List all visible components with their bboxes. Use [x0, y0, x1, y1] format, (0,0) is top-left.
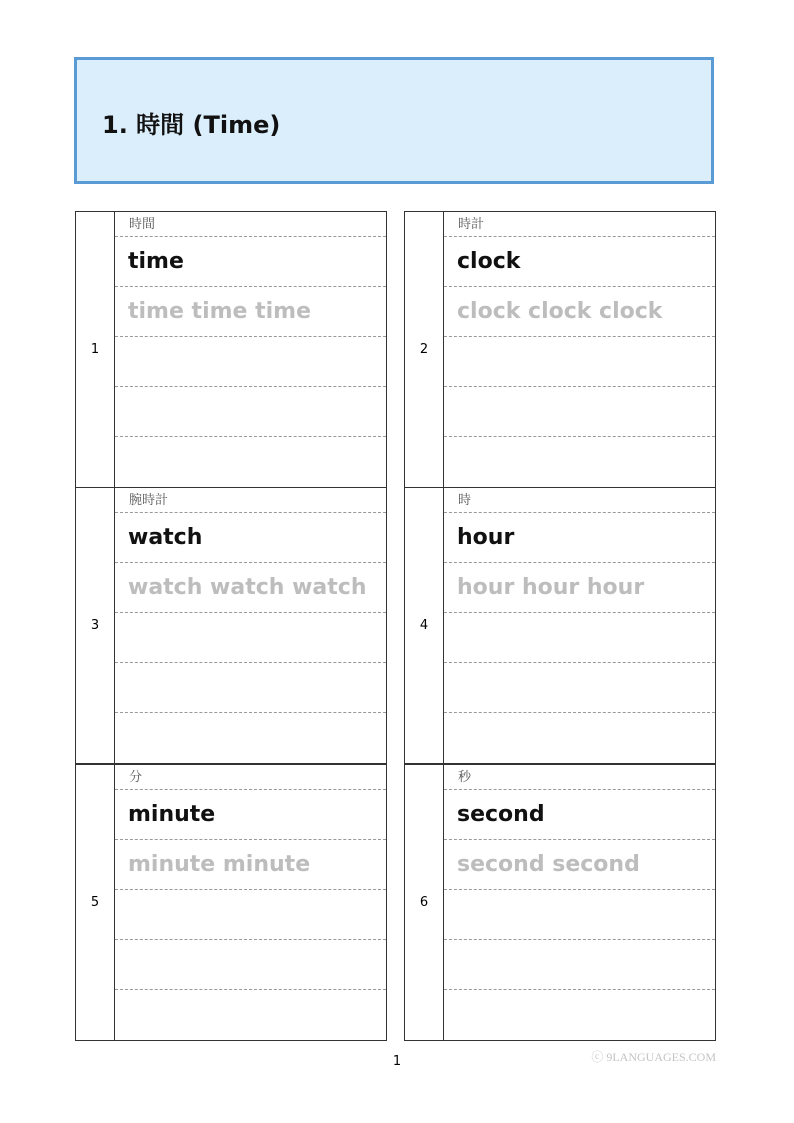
writing-line: [444, 663, 715, 713]
writing-line: [444, 387, 715, 437]
writing-line: [444, 337, 715, 387]
vocab-word: hour: [444, 513, 715, 563]
writing-line: [115, 990, 386, 1040]
card-number-column: [76, 488, 115, 763]
card-number: 6: [419, 895, 429, 910]
card-number: 2: [419, 342, 429, 357]
vocab-card: [404, 764, 716, 1041]
vocab-card: [75, 764, 387, 1041]
tracing-row: clock clock clock: [444, 287, 715, 337]
writing-line: [115, 663, 386, 713]
vocab-card: [404, 487, 716, 764]
vocab-word: watch: [115, 513, 386, 563]
writing-line: [444, 437, 715, 487]
writing-line: [115, 940, 386, 990]
tracing-row: hour hour hour: [444, 563, 715, 613]
writing-line: [444, 613, 715, 663]
card-number-column: [76, 765, 115, 1040]
card-number: 1: [90, 342, 100, 357]
section-title: 1. 時間 (Time): [102, 111, 281, 139]
section-title-box: [74, 57, 714, 184]
writing-line: [115, 437, 386, 487]
writing-line: [444, 940, 715, 990]
tracing-row: time time time: [115, 287, 386, 337]
card-number-column: [405, 488, 444, 763]
vocab-card: [75, 211, 387, 488]
writing-line: [115, 337, 386, 387]
card-number: 5: [90, 895, 100, 910]
writing-line: [115, 713, 386, 763]
vocab-word: minute: [115, 790, 386, 840]
tracing-row: minute minute: [115, 840, 386, 890]
vocab-card: [75, 487, 387, 764]
word-translation: 時: [444, 488, 715, 513]
writing-line: [444, 713, 715, 763]
word-translation: 腕時計: [115, 488, 386, 513]
card-number-column: [405, 765, 444, 1040]
vocab-word: second: [444, 790, 715, 840]
vocab-word: time: [115, 237, 386, 287]
writing-line: [444, 890, 715, 940]
copyright-notice: ⓒ 9LANGUAGES.COM: [591, 1050, 716, 1064]
card-number: 3: [90, 618, 100, 633]
tracing-row: watch watch watch: [115, 563, 386, 613]
word-translation: 時計: [444, 212, 715, 237]
vocab-word: clock: [444, 237, 715, 287]
card-number-column: [405, 212, 444, 487]
writing-line: [444, 990, 715, 1040]
word-translation: 分: [115, 765, 386, 790]
tracing-row: second second: [444, 840, 715, 890]
page-number: 1: [392, 1054, 402, 1069]
card-number: 4: [419, 618, 429, 633]
vocab-card: [404, 211, 716, 488]
writing-line: [115, 387, 386, 437]
card-number-column: [76, 212, 115, 487]
word-translation: 時間: [115, 212, 386, 237]
word-translation: 秒: [444, 765, 715, 790]
writing-line: [115, 890, 386, 940]
writing-line: [115, 613, 386, 663]
